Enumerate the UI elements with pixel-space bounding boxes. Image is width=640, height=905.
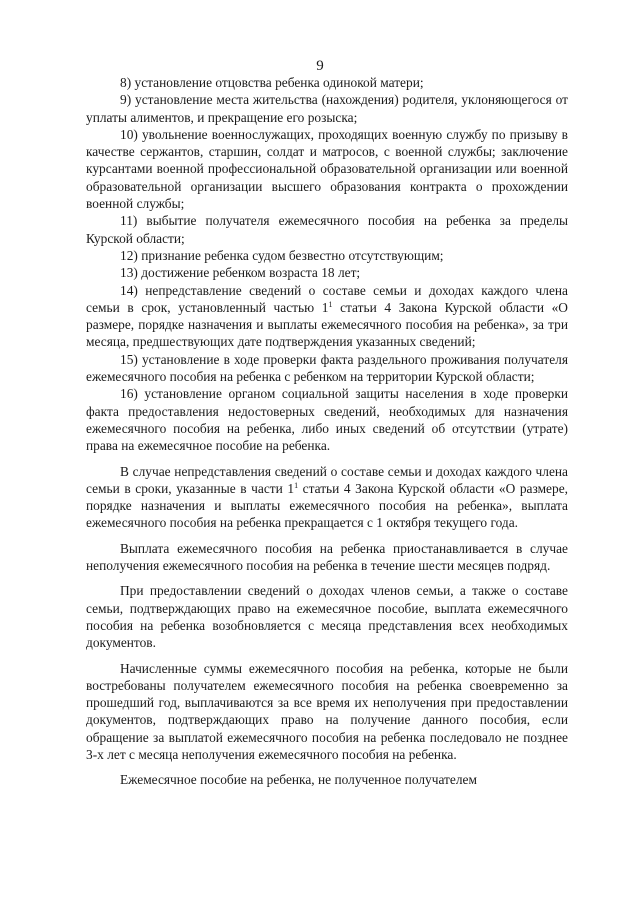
item-10: 10) увольнение военнослужащих, проходящих военную службу по призыву в качестве сержантов, старшин, солдат и матросов, с военной службы; заключение курсантами военной профессиональной образовательной организации или военной образовательной организации высшего образования контракта о прохождении военной службы; bbox=[86, 126, 568, 212]
paragraph-suspension: Выплата ежемесячного пособия на ребенка приостанавливается в случае неполучения ежемесячного пособия на ребенка в течение шести месяцев подряд. bbox=[86, 540, 568, 574]
paragraph-nonsubmission-superscript: 1 bbox=[294, 480, 299, 490]
paragraph-nonsubmission bbox=[86, 463, 568, 532]
item-13: 13) достижение ребенком возраста 18 лет; bbox=[120, 265, 361, 281]
paragraph-resumption: При предоставлении сведений о доходах членов семьи, а также о составе семьи, подтверждающих право на ежемесячное пособие, выплата ежемесячного пособия на ребенка возобновляется с месяца представления всех необходимых документов. bbox=[86, 583, 568, 651]
item-14-text-start: 14) непредставление сведений о составе семьи и доходах каждого члена семьи в срок, установленный частью 1 bbox=[86, 282, 568, 315]
paragraph-last: Ежемесячное пособие на ребенка, не полученное получателем bbox=[120, 772, 477, 788]
page-number: 9 bbox=[316, 58, 324, 74]
item-16: 16) установление органом социальной защиты населения в ходе проверки факта предоставления недостоверных сведений, необходимых для назначения ежемесячного пособия на ребенка, либо иных сведений об отсутствии (утрате) права на ежемесячное пособие на ребенка. bbox=[86, 386, 568, 454]
paragraph-unclaimed: Начисленные суммы ежемесячного пособия на ребенка, которые не были востребованы получателем ежемесячного пособия на ребенка своевременно за прошедший год, выплачиваются за все время их неполучения при предоставлении документов, подтверждающих право на получение данного пособия, если обращение за выплатой ежемесячного пособия на ребенка последовало не позднее 3-х лет с месяца неполучения ежемесячного пособия на ребенка. bbox=[86, 660, 568, 762]
item-14 bbox=[86, 282, 568, 351]
paragraph-nonsubmission-start: В случае непредставления сведений о составе семьи и доходах каждого члена семьи в сроки, указанные в части 1 bbox=[86, 463, 568, 496]
paragraph-nonsubmission-end: статьи 4 Закона Курской области «О размере, порядке назначения и выплаты ежемесячного пособия на ребенка», выплата ежемесячного пособия на ребенка прекращается с 1 октября текущего года. bbox=[86, 480, 568, 531]
item-9: 9) установление места жительства (нахождения) родителя, уклоняющегося от уплаты алиментов, и прекращение его розыска; bbox=[86, 92, 568, 125]
item-11: 11) выбытие получателя ежемесячного пособия на ребенка за пределы Курской области; bbox=[86, 213, 568, 246]
document-body bbox=[86, 74, 568, 789]
item-12: 12) признание ребенка судом безвестно отсутствующим; bbox=[120, 247, 444, 263]
item-14-text-end: статьи 4 Закона Курской области «О размере, порядке назначения и выплаты ежемесячного пособия на ребенка», за три месяца, предшествующих дате подтверждения указанных сведений; bbox=[86, 299, 568, 350]
item-14-superscript: 1 bbox=[328, 299, 333, 309]
item-8: 8) установление отцовства ребенка одинокой матери; bbox=[120, 75, 424, 90]
item-15: 15) установление в ходе проверки факта раздельного проживания получателя ежемесячного пособия на ребенка с ребенком на территории Курской области; bbox=[86, 351, 568, 385]
